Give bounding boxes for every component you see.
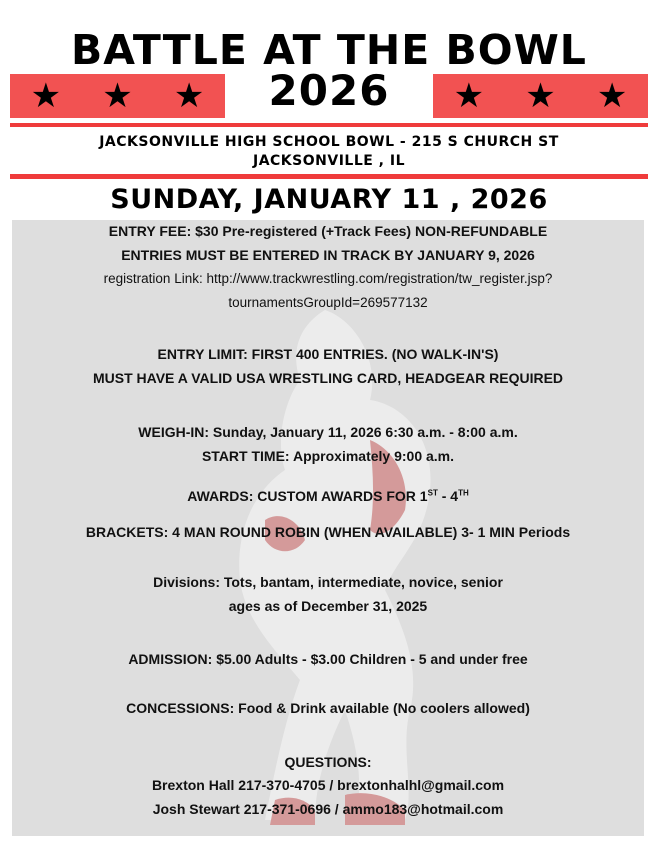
star-icon: ★ [30,76,62,116]
divider-bottom [10,174,648,179]
awards-text: AWARDS: CUSTOM AWARDS FOR 1 [187,488,428,504]
entry-deadline: ENTRIES MUST BE ENTERED IN TRACK BY JANUARY 9, 2026 [121,247,535,263]
weigh-in: WEIGH-IN: Sunday, January 11, 2026 6:30 a.m. - 8:00 a.m. [138,424,518,440]
age-cutoff: ages as of December 31, 2025 [228,598,428,614]
awards [12,487,644,505]
event-date: SUNDAY, JANUARY 11 , 2026 [110,184,548,215]
awards-text-mid: - 4 [437,488,459,504]
contact-josh[interactable]: Josh Stewart 217-371-0696 / ammo183@hotmail.com [152,801,504,817]
card-requirement: MUST HAVE A VALID USA WRESTLING CARD, HEADGEAR REQUIRED [92,370,564,386]
awards-sup-fourth: TH [458,488,469,498]
entry-fee: ENTRY FEE: $30 Pre-registered (+Track Fees) NON-REFUNDABLE [108,223,548,239]
star-icon: ★ [596,76,628,116]
event-year: 2026 [268,66,390,115]
contact-brexton[interactable]: Brexton Hall 217-370-4705 / brextonhalhl@gmail.com [151,777,505,793]
event-title: BATTLE AT THE BOWL [71,26,587,74]
divider-top [10,123,648,127]
registration-link-id[interactable]: tournamentsGroupId=269577132 [228,295,428,310]
concessions: CONCESSIONS: Food & Drink available (No coolers allowed) [126,700,530,716]
star-icon: ★ [453,76,485,116]
star-icon: ★ [173,76,205,116]
left-stars [10,74,225,118]
venue-address: JACKSONVILLE HIGH SCHOOL BOWL - 215 S CHURCH ST [99,134,559,150]
awards-sup-first: ST [427,488,438,498]
admission: ADMISSION: $5.00 Adults - $3.00 Children - 5 and under free [128,651,528,667]
star-icon: ★ [102,76,133,116]
right-stars [433,74,648,118]
questions-heading: QUESTIONS: [284,754,372,770]
entry-limit: ENTRY LIMIT: FIRST 400 ENTRIES. (NO WALK-IN'S) [157,346,499,362]
start-time: START TIME: Approximately 9:00 a.m. [201,448,455,464]
registration-link[interactable]: registration Link: http://www.trackwrestling.com/registration/tw_register.jsp? [103,271,553,286]
brackets: BRACKETS: 4 MAN ROUND ROBIN (WHEN AVAILABLE) 3- 1 MIN Periods [85,524,571,540]
venue-city: JACKSONVILLE , IL [252,153,405,169]
star-icon: ★ [525,76,556,116]
divisions: Divisions: Tots, bantam, intermediate, novice, senior [153,574,503,590]
